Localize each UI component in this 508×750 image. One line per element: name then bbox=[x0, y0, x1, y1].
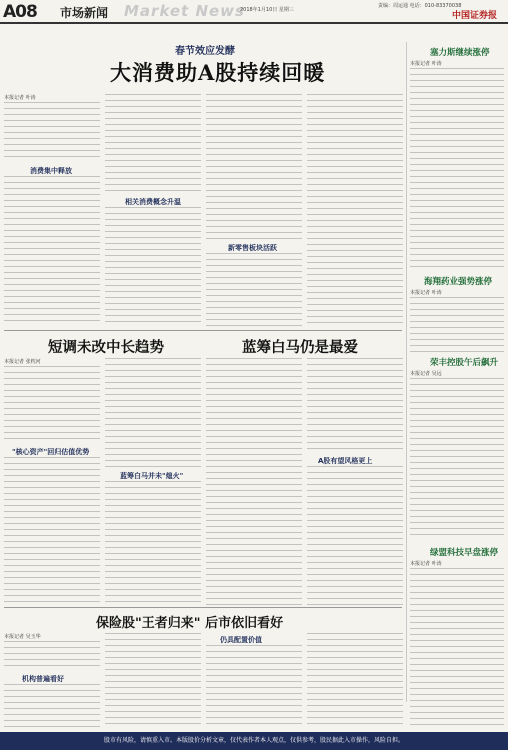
mid-col-1 bbox=[4, 366, 100, 444]
bottom-col-2 bbox=[105, 633, 201, 728]
mid-col-1b bbox=[4, 457, 100, 605]
lead-kicker: 春节效应发酵 bbox=[175, 46, 235, 57]
mid-col-4 bbox=[307, 358, 403, 453]
rail-title-3: 荣丰控股午后飙升 bbox=[430, 358, 499, 368]
rail-title-4: 绿盟科技早盘涨停 bbox=[430, 548, 499, 558]
mid-subhead-2: 蓝筹白马并未"熄火" bbox=[120, 472, 184, 480]
divider bbox=[4, 607, 402, 608]
page-number: A08 bbox=[3, 2, 37, 22]
lead-headline: 大消费助A股持续回暖 bbox=[110, 60, 326, 85]
rail-byline-3: 本报记者 吴远 bbox=[410, 371, 442, 377]
bottom-col-1b bbox=[4, 684, 100, 728]
rail-col-1 bbox=[410, 68, 504, 268]
mid-headline-left: 短调未改中长趋势 bbox=[48, 339, 164, 356]
lead-col-3 bbox=[206, 94, 302, 239]
mid-col-2 bbox=[105, 358, 201, 468]
mid-subhead-3: A股有望风格更上 bbox=[318, 457, 373, 465]
footer-disclaimer: 股市有风险，请慎重入市。本版股价分析文章，仅代表作者本人观点，仅供参考，股民据此入市操作，风险自担。 bbox=[0, 732, 508, 750]
header-rule bbox=[0, 22, 508, 24]
rail-byline-1: 本报记者 叶涛 bbox=[410, 61, 442, 67]
lead-col-4 bbox=[307, 94, 403, 328]
rail-byline-2: 本报记者 叶涛 bbox=[410, 290, 442, 296]
lead-col-1 bbox=[4, 102, 100, 162]
mid-col-4b bbox=[307, 466, 403, 605]
bottom-subhead-1: 机构普遍看好 bbox=[22, 675, 64, 683]
bottom-col-3 bbox=[206, 645, 302, 728]
bottom-byline: 本报记者 吴玉华 bbox=[4, 634, 41, 640]
lead-subhead-2: 相关消费概念升温 bbox=[125, 198, 181, 206]
section-title-en: Market News bbox=[124, 2, 245, 20]
newspaper-logo: 中国证券报 bbox=[452, 11, 498, 21]
lead-byline: 本报记者 叶涛 bbox=[4, 95, 36, 101]
bottom-col-1 bbox=[4, 641, 100, 671]
bottom-subhead-2: 仍具配置价值 bbox=[220, 636, 262, 644]
page-header bbox=[0, 0, 508, 22]
rail-title-2: 海翔药业强势涨停 bbox=[424, 277, 493, 287]
mid-subhead-1: "核心资产"回归估值优势 bbox=[12, 448, 90, 456]
bottom-headline: 保险股"王者归来" 后市依旧看好 bbox=[96, 616, 284, 631]
lead-col-2 bbox=[105, 94, 201, 194]
mid-col-2b bbox=[105, 481, 201, 605]
divider bbox=[4, 330, 402, 331]
rail-title-1: 塞力斯继续涨停 bbox=[430, 48, 490, 58]
mid-headline-right: 蓝筹白马仍是最爱 bbox=[242, 339, 358, 356]
section-title: 市场新闻 bbox=[60, 6, 109, 20]
lead-col-3b bbox=[206, 253, 302, 328]
rail-col-2 bbox=[410, 297, 504, 352]
lead-col-1b bbox=[4, 176, 100, 326]
rail-col-3 bbox=[410, 378, 504, 538]
rail-col-4 bbox=[410, 568, 504, 728]
bottom-col-4 bbox=[307, 633, 403, 728]
lead-col-2b bbox=[105, 207, 201, 327]
header-editor: 责编：周运通 电话：010-83370038 bbox=[378, 3, 462, 9]
header-date: 2018年1月10日 星期三 bbox=[240, 7, 294, 13]
lead-subhead-3: 新零售板块活跃 bbox=[228, 244, 277, 252]
lead-subhead-1: 消费集中释放 bbox=[30, 167, 72, 175]
rail-byline-4: 本报记者 叶涛 bbox=[410, 561, 442, 567]
mid-col-3 bbox=[206, 358, 302, 605]
mid-byline: 本报记者 张枕河 bbox=[4, 359, 41, 365]
